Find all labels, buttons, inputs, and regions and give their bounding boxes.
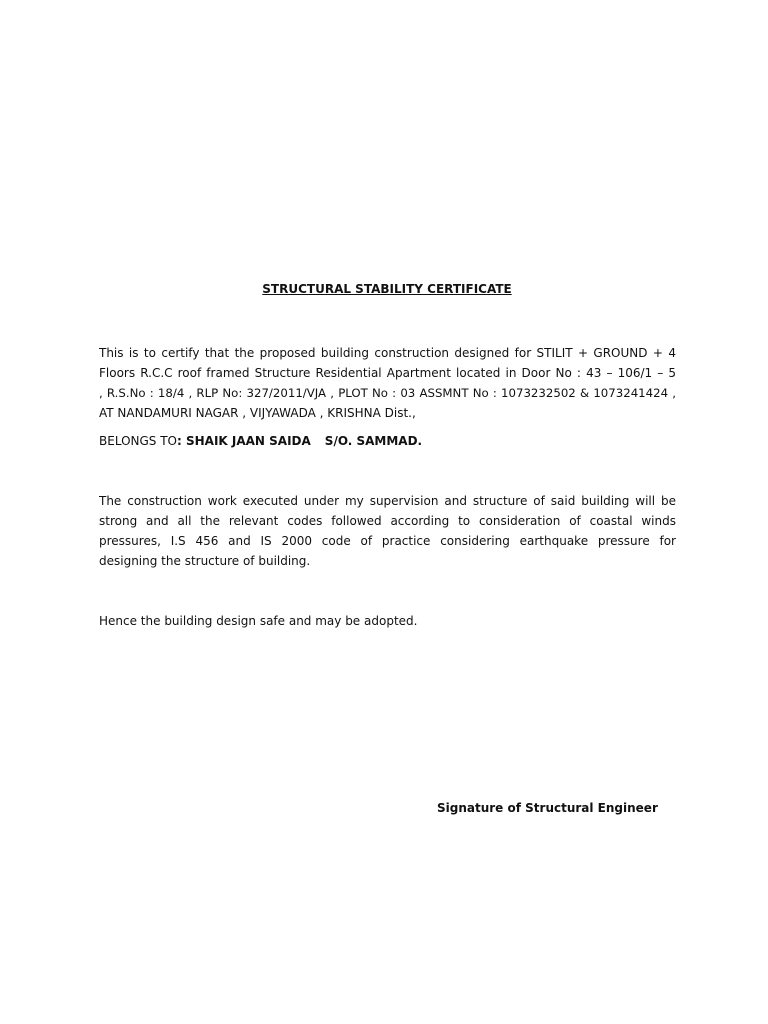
paragraph-line: The construction work executed under my supervision and structure of said building will be xyxy=(99,494,676,508)
conclusion-paragraph: Hence the building design safe and may be adopted. xyxy=(99,614,418,628)
certificate-title: STRUCTURAL STABILITY CERTIFICATE xyxy=(262,282,512,296)
signature-label: Signature of Structural Engineer xyxy=(437,801,658,815)
paragraph-line: strong and all the relevant codes followed according to consideration of coastal winds xyxy=(99,514,676,528)
owner-relation: S/O. SAMMAD. xyxy=(324,434,423,448)
paragraph-line: designing the structure of building. xyxy=(99,554,311,568)
paragraph-line: This is to certify that the proposed building construction designed for STILIT + GROUND + 4 xyxy=(99,346,676,360)
owner-name: : SHAIK JAAN SAIDA xyxy=(177,434,311,448)
paragraph-line: , R.S.No : 18/4 , RLP No: 327/2011/VJA , PLOT No : 03 ASSMNT No : 1073232502 & 1073241424 , xyxy=(99,386,676,400)
belongs-label: BELONGS TO xyxy=(99,434,177,448)
ownership-line xyxy=(99,431,422,451)
certification-paragraph xyxy=(99,343,676,423)
paragraph-line: Floors R.C.C roof framed Structure Residential Apartment located in Door No : 43 – 106/1 – 5 xyxy=(99,366,676,380)
paragraph-line: AT NANDAMURI NAGAR , VIJYAWADA , KRISHNA Dist., xyxy=(99,406,416,420)
supervision-paragraph xyxy=(99,491,676,571)
paragraph-line: pressures, I.S 456 and IS 2000 code of practice considering earthquake pressure for xyxy=(99,534,676,548)
